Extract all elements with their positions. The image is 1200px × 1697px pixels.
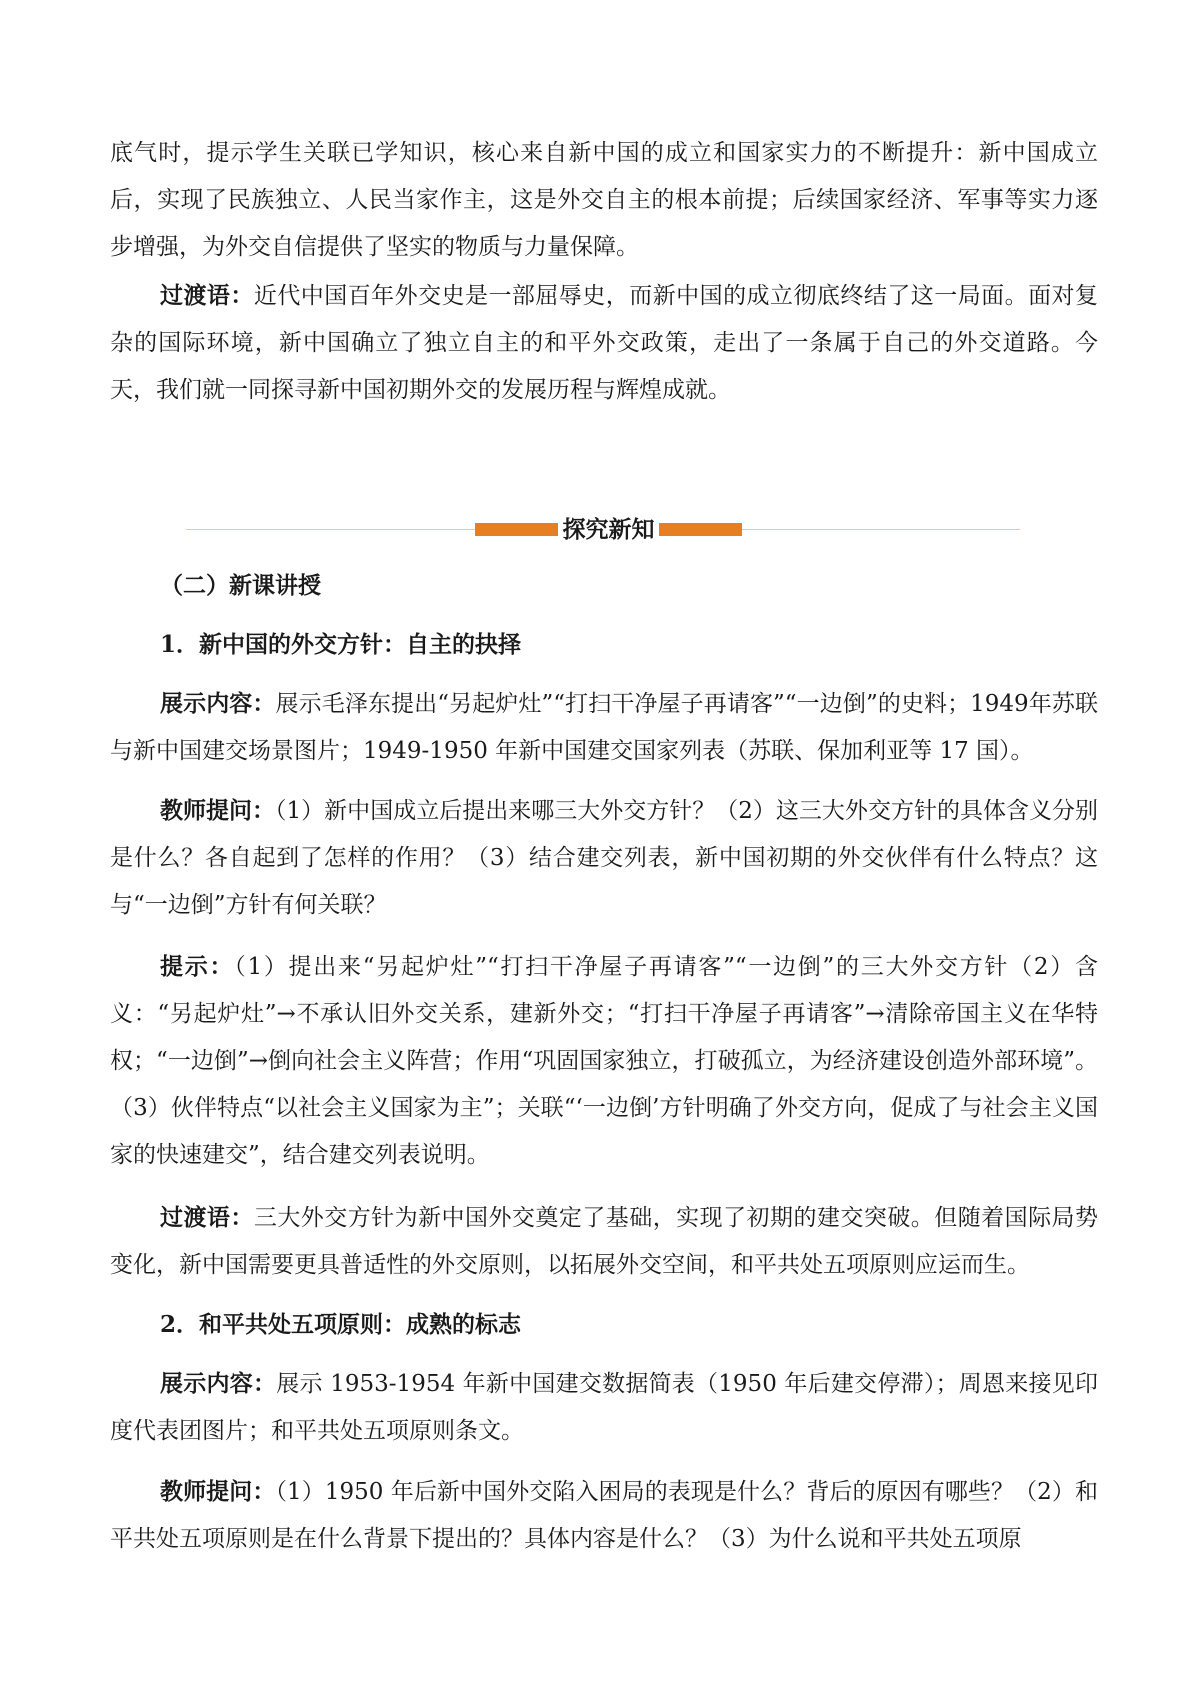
paragraph-s2-question <box>110 1468 1098 1563</box>
transition-label: 过渡语： <box>160 1204 254 1231</box>
show-label: 展示内容： <box>160 690 276 717</box>
paragraph-s1-hint <box>110 943 1098 1179</box>
paragraph-intro-continuation: 底气时，提示学生关联已学知识，核心来自新中国的成立和国家实力的不断提升：新中国成立后，实现了民族独立、人民当家作主，这是外交自主的根本前提；后续国家经济、军事等实力逐步增强，为外交自信提供了坚实的物质与力量保障。 <box>110 140 1098 260</box>
paragraph-s1-question <box>110 787 1098 929</box>
paragraph-s2-show <box>110 1360 1098 1455</box>
divider-bar-left <box>475 523 558 536</box>
question-text: （1）新中国成立后提出来哪三大外交方针？（2）这三大外交方针的具体含义分别是什么？各自起到了怎样的作用？（3）结合建交列表，新中国初期的外交伙伴有什么特点？这与“一边倒”方针有何关联？ <box>110 798 1098 918</box>
transition-text: 三大外交方针为新中国外交奠定了基础，实现了初期的建交突破。但随着国际局势变化，新中国需要更具普适性的外交原则，以拓展外交空间，和平共处五项原则应运而生。 <box>110 1205 1099 1278</box>
show-text: 展示 1953-1954 年新中国建交数据简表（1950 年后建交停滞）；周恩来接见印度代表团图片；和平共处五项原则条文。 <box>110 1371 1099 1444</box>
divider-title: 探究新知 <box>558 510 659 550</box>
heading-section-1: 1．新中国的外交方针：自主的抉择 <box>160 631 522 658</box>
paragraph-transition-1 <box>110 272 1098 414</box>
question-text: （1）1950 年后新中国外交陷入困局的表现是什么？背后的原因有哪些？（2）和平共处五项原则是在什么背景下提出的？具体内容是什么？（3）为什么说和平共处五项原 <box>110 1479 1098 1552</box>
divider-bar-right <box>659 523 742 536</box>
transition-text: 近代中国百年外交史是一部屈辱史，而新中国的成立彻底终结了这一局面。面对复杂的国际环境，新中国确立了独立自主的和平外交政策，走出了一条属于自己的外交道路。今天，我们就一同探寻新中国初期外交的发展历程与辉煌成就。 <box>110 283 1099 403</box>
question-label: 教师提问： <box>160 797 276 824</box>
show-text: 展示毛泽东提出“另起炉灶”“打扫干净屋子再请客”“一边倒”的史料；1949年苏联与新中国建交场景图片；1949-1950 年新中国建交国家列表（苏联、保加利亚等 17 国）。 <box>110 691 1098 764</box>
hint-text: （1）提出来“另起炉灶”“打扫干净屋子再请客”“一边倒”的三大外交方针（2）含义：“另起炉灶”→不承认旧外交关系，建新外交；“打扫干净屋子再请客”→清除帝国主义在华特权；“一边倒”→倒向社会主义阵营；作用“巩固国家独立，打破孤立，为经济建设创造外部环境”。（3）伙伴特点“以社会主义国家为主”；关联“‘一边倒’方针明确了外交方向，促成了与社会主义国家的快速建交”，结合建交列表说明。 <box>110 954 1099 1168</box>
paragraph-s1-transition <box>110 1194 1098 1289</box>
section-divider <box>186 510 1020 550</box>
show-label: 展示内容： <box>160 1370 277 1397</box>
transition-label: 过渡语： <box>160 282 254 309</box>
question-label: 教师提问： <box>160 1478 276 1505</box>
hint-label: 提示： <box>160 953 235 980</box>
heading-section-2: 2．和平共处五项原则：成熟的标志 <box>160 1311 522 1338</box>
paragraph-s1-show <box>110 680 1098 775</box>
heading-new-lesson: （二）新课讲授 <box>160 572 321 599</box>
